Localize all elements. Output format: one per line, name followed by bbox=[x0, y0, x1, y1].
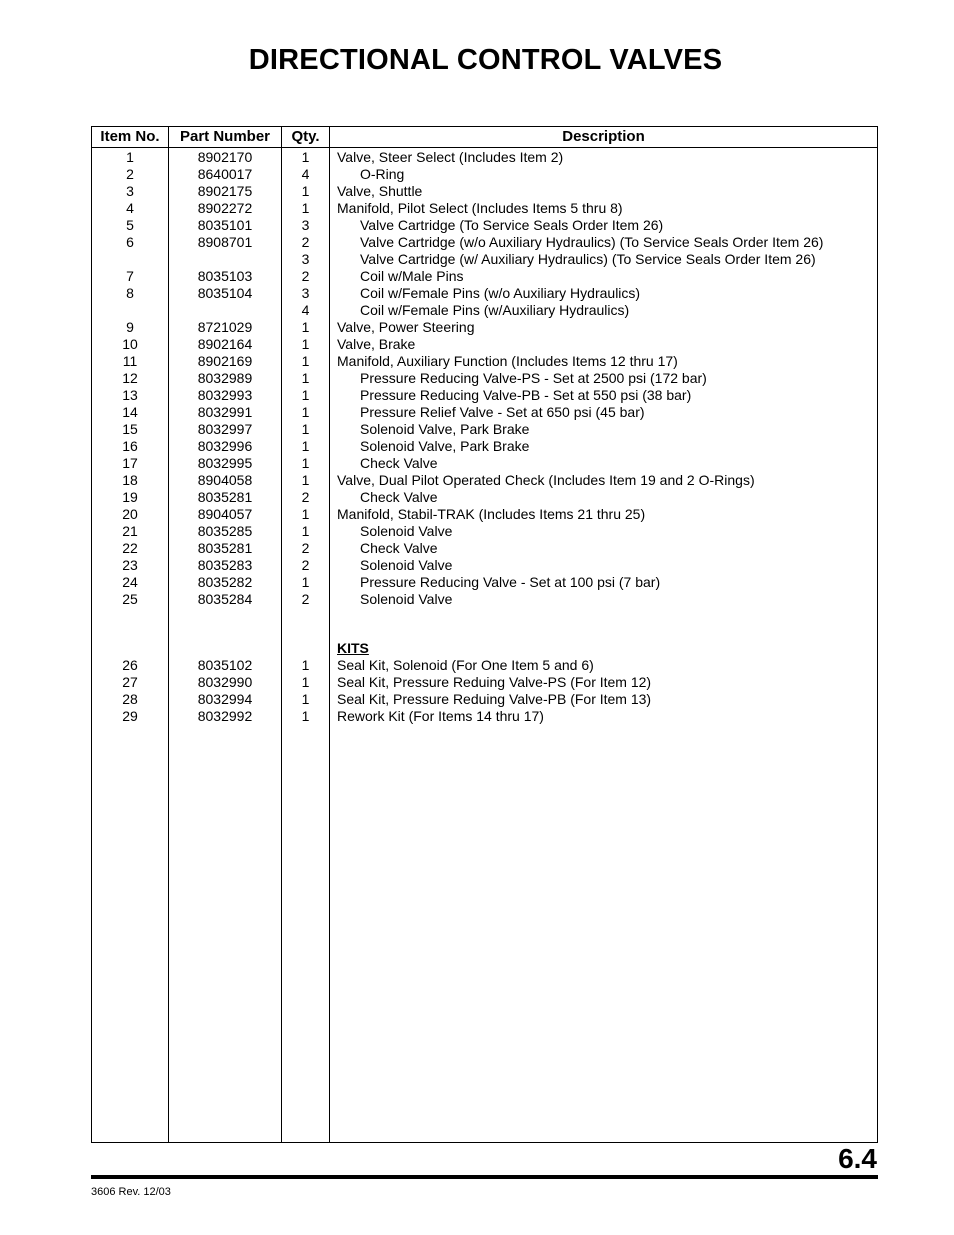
table-row bbox=[92, 268, 877, 285]
description: Manifold, Pilot Select (Includes Items 5 thru 8) bbox=[337, 200, 623, 216]
table-row bbox=[92, 183, 877, 200]
quantity: 1 bbox=[301, 523, 310, 539]
kit-row bbox=[92, 708, 877, 725]
part-number: 8032993 bbox=[197, 387, 253, 403]
table-row bbox=[92, 404, 877, 421]
table-row bbox=[92, 438, 877, 455]
description: Valve, Power Steering bbox=[337, 319, 475, 335]
quantity: 1 bbox=[301, 370, 310, 386]
quantity: 1 bbox=[301, 404, 310, 420]
description: Check Valve bbox=[360, 455, 438, 471]
description: Check Valve bbox=[360, 489, 438, 505]
item-no: 28 bbox=[122, 691, 138, 707]
description: Solenoid Valve bbox=[360, 591, 453, 607]
item-no: 24 bbox=[122, 574, 138, 590]
quantity: 2 bbox=[301, 557, 310, 573]
table-header bbox=[92, 127, 877, 148]
part-number: 8035102 bbox=[197, 657, 253, 673]
description: Solenoid Valve bbox=[360, 557, 453, 573]
description: Valve Cartridge (To Service Seals Order Item 26) bbox=[360, 217, 664, 233]
table-row bbox=[92, 472, 877, 489]
item-no: 11 bbox=[122, 353, 138, 369]
description: Coil w/Female Pins (w/o Auxiliary Hydraulics) bbox=[360, 285, 641, 301]
footer-revision: 3606 Rev. 12/03 bbox=[91, 1186, 171, 1198]
header-qty: Qty. bbox=[291, 128, 320, 145]
page-title: DIRECTIONAL CONTROL VALVES bbox=[248, 44, 723, 76]
item-no: 9 bbox=[126, 319, 134, 335]
item-no: 25 bbox=[122, 591, 138, 607]
part-number: 8035101 bbox=[197, 217, 253, 233]
quantity: 1 bbox=[301, 574, 310, 590]
description: Pressure Relief Valve - Set at 650 psi (45 bar) bbox=[360, 404, 645, 420]
table-row bbox=[92, 455, 877, 472]
quantity: 2 bbox=[301, 234, 310, 250]
quantity: 1 bbox=[301, 353, 310, 369]
description: Seal Kit, Pressure Reduing Valve-PB (For Item 13) bbox=[337, 691, 652, 707]
table-row bbox=[92, 557, 877, 574]
table-row bbox=[92, 489, 877, 506]
part-number: 8904057 bbox=[197, 506, 253, 522]
table-row bbox=[92, 336, 877, 353]
part-number: 8032989 bbox=[197, 370, 253, 386]
part-number: 8640017 bbox=[197, 166, 253, 182]
item-no: 22 bbox=[122, 540, 138, 556]
item-no: 18 bbox=[122, 472, 138, 488]
item-no: 1 bbox=[126, 149, 134, 165]
quantity: 1 bbox=[301, 691, 310, 707]
description: Solenoid Valve bbox=[360, 523, 453, 539]
table-body bbox=[92, 149, 877, 725]
table-row bbox=[92, 506, 877, 523]
kit-row bbox=[92, 657, 877, 674]
item-no: 26 bbox=[122, 657, 138, 673]
description: Pressure Reducing Valve-PB - Set at 550 psi (38 bar) bbox=[360, 387, 692, 403]
part-number: 8721029 bbox=[197, 319, 253, 335]
part-number: 8032991 bbox=[197, 404, 253, 420]
description: Manifold, Auxiliary Function (Includes Items 12 thru 17) bbox=[337, 353, 678, 369]
description: O-Ring bbox=[360, 166, 405, 182]
footer-rule bbox=[91, 1175, 878, 1179]
item-no: 20 bbox=[122, 506, 138, 522]
page-number: 6.4 bbox=[838, 1143, 877, 1174]
description: Manifold, Stabil-TRAK (Includes Items 21 thru 25) bbox=[337, 506, 646, 522]
description: Valve Cartridge (w/ Auxiliary Hydraulics) (To Service Seals Order Item 26) bbox=[360, 251, 816, 267]
item-no: 3 bbox=[126, 183, 134, 199]
item-no: 13 bbox=[122, 387, 138, 403]
table-row bbox=[92, 370, 877, 387]
item-no: 4 bbox=[126, 200, 134, 216]
table-row bbox=[92, 319, 877, 336]
part-number: 8902164 bbox=[197, 336, 253, 352]
description: Coil w/Male Pins bbox=[360, 268, 464, 284]
table-row bbox=[92, 387, 877, 404]
kit-row bbox=[92, 691, 877, 708]
header-description: Description bbox=[562, 128, 645, 145]
quantity: 1 bbox=[301, 200, 310, 216]
description: Pressure Reducing Valve - Set at 100 psi (7 bar) bbox=[360, 574, 661, 590]
part-number: 8032997 bbox=[197, 421, 253, 437]
table-row bbox=[92, 251, 877, 268]
spacer-row bbox=[92, 608, 877, 640]
item-no: 15 bbox=[122, 421, 138, 437]
quantity: 3 bbox=[301, 217, 310, 233]
header-part-number: Part Number bbox=[179, 128, 271, 145]
quantity: 1 bbox=[301, 336, 310, 352]
description: Check Valve bbox=[360, 540, 438, 556]
part-number: 8035284 bbox=[197, 591, 253, 607]
item-no: 16 bbox=[122, 438, 138, 454]
quantity: 1 bbox=[301, 183, 310, 199]
part-number: 8032995 bbox=[197, 455, 253, 471]
quantity: 2 bbox=[301, 591, 310, 607]
table-row bbox=[92, 234, 877, 251]
item-no: 27 bbox=[122, 674, 138, 690]
item-no: 6 bbox=[126, 234, 134, 250]
quantity: 3 bbox=[301, 285, 310, 301]
quantity: 1 bbox=[301, 455, 310, 471]
description: Rework Kit (For Items 14 thru 17) bbox=[337, 708, 544, 724]
quantity: 1 bbox=[301, 708, 310, 724]
part-number: 8035283 bbox=[197, 557, 253, 573]
item-no: 14 bbox=[122, 404, 138, 420]
part-number: 8035285 bbox=[197, 523, 253, 539]
part-number: 8035104 bbox=[197, 285, 253, 301]
description: Valve, Brake bbox=[337, 336, 416, 352]
description: Valve, Shuttle bbox=[337, 183, 423, 199]
table-row bbox=[92, 302, 877, 319]
item-no: 5 bbox=[126, 217, 134, 233]
table-row bbox=[92, 353, 877, 370]
quantity: 2 bbox=[301, 489, 310, 505]
description: Seal Kit, Pressure Reduing Valve-PS (For Item 12) bbox=[337, 674, 652, 690]
quantity: 3 bbox=[301, 251, 310, 267]
part-number: 8035282 bbox=[197, 574, 253, 590]
description: Valve Cartridge (w/o Auxiliary Hydraulics) (To Service Seals Order Item 26) bbox=[360, 234, 824, 250]
table-row bbox=[92, 217, 877, 234]
item-no: 17 bbox=[122, 455, 138, 471]
description: Seal Kit, Solenoid (For One Item 5 and 6) bbox=[337, 657, 594, 673]
table-row bbox=[92, 574, 877, 591]
part-number: 8902170 bbox=[197, 149, 253, 165]
part-number: 8902175 bbox=[197, 183, 253, 199]
description: Solenoid Valve, Park Brake bbox=[360, 438, 530, 454]
item-no: 8 bbox=[126, 285, 134, 301]
part-number: 8904058 bbox=[197, 472, 253, 488]
quantity: 4 bbox=[301, 302, 310, 318]
description: Pressure Reducing Valve-PS - Set at 2500 psi (172 bar) bbox=[360, 370, 707, 386]
description: Coil w/Female Pins (w/Auxiliary Hydraulics) bbox=[360, 302, 630, 318]
description: Valve, Dual Pilot Operated Check (Includes Item 19 and 2 O-Rings) bbox=[337, 472, 755, 488]
table-row bbox=[92, 540, 877, 557]
quantity: 1 bbox=[301, 657, 310, 673]
header-item-no: Item No. bbox=[100, 128, 160, 145]
parts-table bbox=[91, 126, 878, 1143]
part-number: 8035103 bbox=[197, 268, 253, 284]
quantity: 1 bbox=[301, 421, 310, 437]
part-number: 8035281 bbox=[197, 489, 253, 505]
table-row bbox=[92, 149, 877, 166]
kits-heading-row bbox=[92, 640, 877, 657]
table-row bbox=[92, 200, 877, 217]
part-number: 8902272 bbox=[197, 200, 253, 216]
item-no: 7 bbox=[126, 268, 134, 284]
table-row bbox=[92, 591, 877, 608]
quantity: 1 bbox=[301, 438, 310, 454]
part-number: 8032994 bbox=[197, 691, 253, 707]
quantity: 1 bbox=[301, 387, 310, 403]
quantity: 1 bbox=[301, 674, 310, 690]
item-no: 23 bbox=[122, 557, 138, 573]
kit-row bbox=[92, 674, 877, 691]
item-no: 21 bbox=[122, 523, 138, 539]
description: Valve, Steer Select (Includes Item 2) bbox=[337, 149, 564, 165]
item-no: 12 bbox=[122, 370, 138, 386]
table-row bbox=[92, 166, 877, 183]
table-row bbox=[92, 285, 877, 302]
quantity: 2 bbox=[301, 540, 310, 556]
item-no: 29 bbox=[122, 708, 138, 724]
quantity: 1 bbox=[301, 506, 310, 522]
part-number: 8902169 bbox=[197, 353, 253, 369]
description: Solenoid Valve, Park Brake bbox=[360, 421, 530, 437]
quantity: 2 bbox=[301, 268, 310, 284]
item-no: 10 bbox=[122, 336, 138, 352]
item-no: 19 bbox=[122, 489, 138, 505]
part-number: 8032990 bbox=[197, 674, 253, 690]
quantity: 4 bbox=[301, 166, 310, 182]
part-number: 8908701 bbox=[197, 234, 253, 250]
table-row bbox=[92, 421, 877, 438]
quantity: 1 bbox=[301, 149, 310, 165]
quantity: 1 bbox=[301, 319, 310, 335]
part-number: 8032992 bbox=[197, 708, 253, 724]
kits-heading: KITS bbox=[337, 640, 369, 656]
part-number: 8032996 bbox=[197, 438, 253, 454]
quantity: 1 bbox=[301, 472, 310, 488]
table-row bbox=[92, 523, 877, 540]
item-no: 2 bbox=[126, 166, 134, 182]
part-number: 8035281 bbox=[197, 540, 253, 556]
